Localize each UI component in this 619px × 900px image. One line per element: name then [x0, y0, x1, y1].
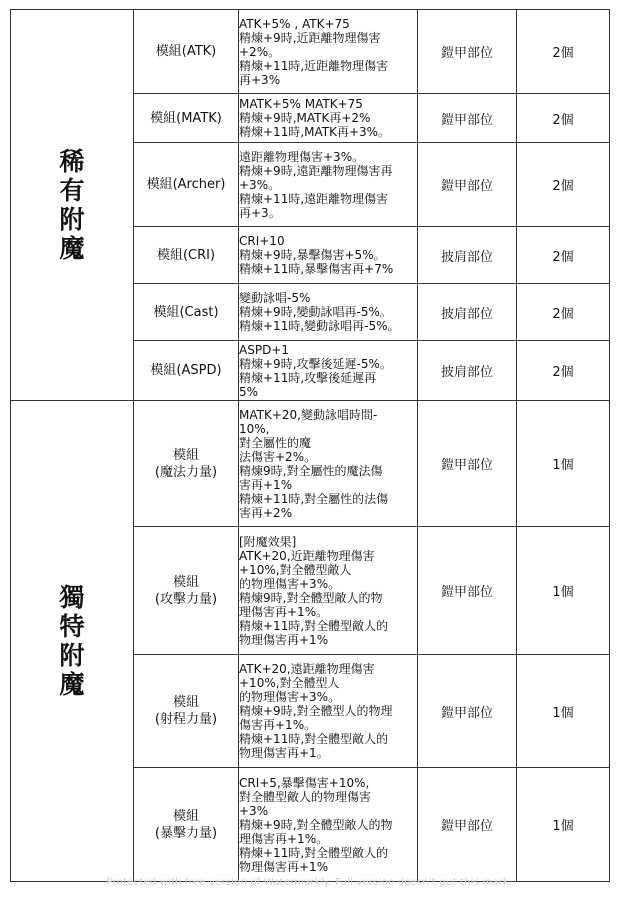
- category-char: 稀: [59, 147, 85, 176]
- category-char: 附: [59, 205, 85, 234]
- equip-slot: 披肩部位: [418, 284, 517, 341]
- effect-line: 精煉+9時,近距離物理傷害: [239, 30, 381, 45]
- effect-line: 精煉+11時,對全體型敵人的: [239, 618, 389, 633]
- module-name-line: (魔法力量): [154, 464, 218, 480]
- equip-slot: 鎧甲部位: [418, 655, 517, 768]
- effect-line: 物理傷害再+1%: [239, 632, 329, 647]
- equip-slot: 鎧甲部位: [418, 94, 517, 143]
- effect-line: +10%,對全體型敵人: [239, 562, 352, 577]
- quantity: 1個: [517, 655, 610, 768]
- module-name: 模組(ATK): [134, 10, 239, 94]
- effect-line: ASPD+1: [239, 342, 289, 357]
- effect-line: MATK+5% MATK+75: [239, 97, 363, 111]
- effect-line: ATK+20,遠距離物理傷害: [239, 662, 375, 676]
- effect-line: 精煉+9時,遠距離物理傷害再: [239, 163, 393, 178]
- equip-slot: 鎧甲部位: [418, 143, 517, 227]
- quantity: 2個: [517, 227, 610, 284]
- effect-line: 精煉+11時,對全屬性的法傷: [239, 491, 389, 506]
- category-char: 有: [59, 176, 85, 205]
- module-name: 模組(Archer): [134, 143, 239, 227]
- quantity: 1個: [517, 401, 610, 527]
- quantity: 1個: [517, 527, 610, 655]
- module-name-line: (射程力量): [154, 712, 218, 727]
- module-name: 模組(MATK): [134, 94, 239, 143]
- equip-slot: 鎧甲部位: [418, 527, 517, 655]
- category-label: [59, 147, 84, 263]
- effect-line: 5%: [239, 384, 259, 399]
- effect-line: 精煉9時,對全屬性的魔法傷: [239, 463, 383, 478]
- effect-description: [239, 284, 418, 341]
- module-name: [134, 655, 239, 768]
- effect-description: [239, 341, 418, 401]
- module-name-line: (暴擊力量): [154, 825, 218, 841]
- quantity: 1個: [517, 768, 610, 882]
- effect-line: 精煉9時,對全體型敵人的物: [239, 590, 383, 605]
- effect-line: 法傷害+2%。: [239, 449, 317, 464]
- effect-description: [239, 768, 418, 882]
- effect-line: 害再+1%: [239, 477, 293, 492]
- quantity: 2個: [517, 284, 610, 341]
- module-name-line: 模組: [172, 447, 199, 463]
- effect-line: 理傷害再+1%。: [239, 831, 329, 846]
- effect-description: [239, 10, 418, 94]
- effect-line: 精煉+11時,MATK再+3%。: [239, 125, 391, 139]
- effect-description: [239, 527, 418, 655]
- effect-line: MATK+20,變動詠唱時間-: [239, 407, 378, 422]
- effect-line: 精煉+11時,遠距離物理傷害: [239, 191, 389, 206]
- effect-line: 精煉+11時,對全體型敵人的: [239, 845, 389, 860]
- module-name: 模組(ASPD): [134, 341, 239, 401]
- category-char: 獨: [59, 583, 85, 612]
- effect-line: 精煉+11時,攻擊後延遲再: [239, 370, 377, 385]
- enchant-table: [10, 9, 610, 882]
- quantity: 2個: [517, 341, 610, 401]
- effect-line: 精煉+9時,攻擊後延遲-5%。: [239, 356, 392, 371]
- module-name-line: 模組: [172, 574, 199, 590]
- table-row: [11, 10, 610, 94]
- effect-line: +3%: [239, 803, 269, 818]
- effect-description: [239, 94, 418, 143]
- effect-line: 傷害再+1%。: [239, 718, 317, 732]
- effect-line: 精煉+11時,暴擊傷害再+7%: [239, 262, 394, 276]
- effect-line: 精煉+9時,變動詠唱再-5%。: [239, 305, 392, 319]
- effect-line: [附魔效果]: [239, 534, 297, 549]
- effect-line: 精煉+11時,近距離物理傷害: [239, 58, 389, 73]
- effect-line: 精煉+9時,暴擊傷害+5%。: [239, 248, 386, 262]
- module-name-line: 模組: [172, 695, 199, 710]
- quantity: 2個: [517, 143, 610, 227]
- effect-line: +3%。: [239, 177, 281, 192]
- effect-description: [239, 227, 418, 284]
- effect-description: [239, 401, 418, 527]
- watermark-text: Protected with free version of Watermarkly. Full version doesn't put this mark.: [106, 877, 513, 888]
- category-label: [59, 583, 84, 699]
- effect-line: 理傷害再+1%。: [239, 604, 329, 619]
- quantity: 2個: [517, 94, 610, 143]
- equip-slot: 披肩部位: [418, 341, 517, 401]
- module-name: [134, 768, 239, 882]
- effect-line: +2%。: [239, 44, 281, 59]
- category-char: 魔: [59, 670, 85, 699]
- effect-line: CRI+5,暴擊傷害+10%,: [239, 775, 370, 790]
- category-char: 附: [59, 641, 85, 670]
- module-name: 模組(Cast): [134, 284, 239, 341]
- effect-line: +10%,對全體型人: [239, 676, 340, 690]
- effect-line: 害再+2%: [239, 505, 293, 520]
- effect-line: 精煉+9時,對全體型敵人的物: [239, 817, 393, 832]
- effect-line: 的物理傷害+3%。: [239, 576, 341, 591]
- effect-line: 變動詠唱-5%: [239, 291, 311, 305]
- effect-line: 對全屬性的魔: [239, 435, 312, 450]
- effect-line: 對全體型敵人的物理傷害: [239, 789, 372, 804]
- equip-slot: 鎧甲部位: [418, 768, 517, 882]
- module-name: [134, 527, 239, 655]
- effect-line: 精煉+11時,對全體型敵人的: [239, 732, 389, 746]
- effect-line: 精煉+9時,MATK再+2%: [239, 111, 371, 125]
- equip-slot: 鎧甲部位: [418, 10, 517, 94]
- module-name-line: (攻擊力量): [154, 591, 218, 607]
- effect-line: 再+3%: [239, 72, 281, 87]
- effect-description: [239, 655, 418, 768]
- category-cell: [11, 10, 134, 401]
- module-name: 模組(CRI): [134, 227, 239, 284]
- effect-line: 精煉+11時,變動詠唱再-5%。: [239, 319, 400, 333]
- category-char: 特: [59, 612, 85, 641]
- effect-line: ATK+20,近距離物理傷害: [239, 548, 375, 563]
- module-name: [134, 401, 239, 527]
- module-name-line: 模組: [172, 808, 199, 824]
- table-row: [11, 401, 610, 527]
- category-cell: [11, 401, 134, 882]
- effect-line: ATK+5% , ATK+75: [239, 16, 350, 31]
- effect-line: 物理傷害再+1。: [239, 746, 329, 760]
- effect-line: 物理傷害再+1%: [239, 859, 329, 874]
- equip-slot: 披肩部位: [418, 227, 517, 284]
- effect-line: 精煉+9時,對全體型人的物理: [239, 704, 393, 718]
- effect-description: [239, 143, 418, 227]
- category-char: 魔: [59, 234, 85, 263]
- effect-line: 的物理傷害+3%。: [239, 690, 341, 704]
- effect-line: 10%,: [239, 421, 270, 436]
- equip-slot: 鎧甲部位: [418, 401, 517, 527]
- quantity: 2個: [517, 10, 610, 94]
- effect-line: 遠距離物理傷害+3%。: [239, 149, 365, 164]
- effect-line: CRI+10: [239, 234, 285, 248]
- effect-line: 再+3。: [239, 205, 281, 220]
